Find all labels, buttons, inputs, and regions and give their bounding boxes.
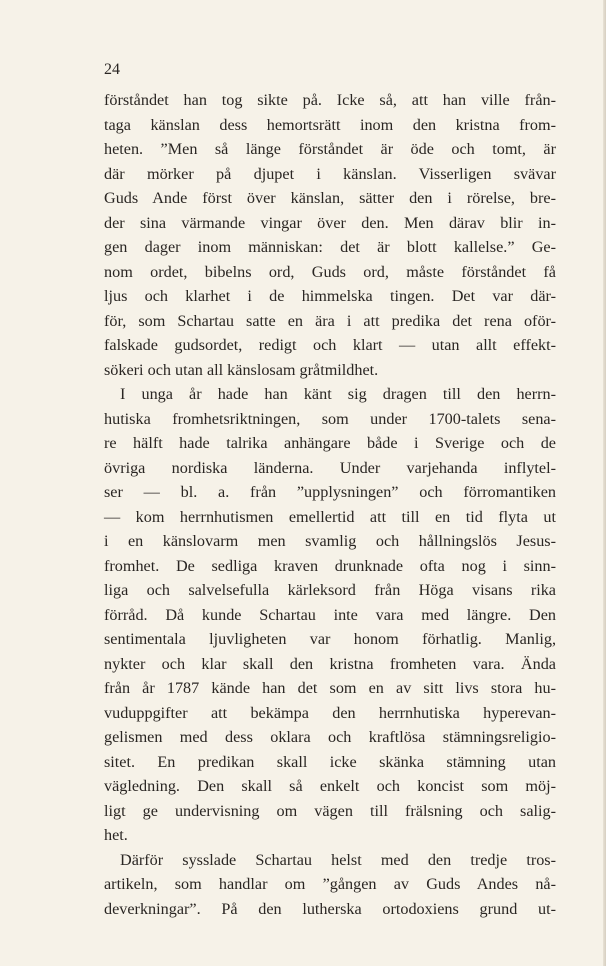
text-line: heten. ”Men så länge förståndet är öde och tomt, är — [104, 140, 556, 158]
text-line: nom ordet, bibelns ord, Guds ord, måste förståndet få — [104, 262, 556, 281]
text-line: re hälft hade talrika anhängare både i Sverige och de — [104, 434, 556, 452]
text-line: — kom herrnhutismen emellertid att till en tid flyta ut — [104, 507, 556, 526]
text-line: förståndet han tog sikte på. Icke så, att han ville från- — [104, 91, 556, 109]
text-line: liga och salvelsefulla kärleksord från Höga visans rika — [104, 581, 556, 599]
text-line: förråd. Då kunde Schartau inte vara med längre. Den — [104, 605, 556, 624]
text-line: deverkningar”. På den lutherska ortodoxiens grund ut- — [104, 899, 556, 918]
text-line: ser — bl. a. från ”upplysningen” och förromantiken — [104, 483, 556, 501]
text-line: gelismen med dess oklara och kraftlösa stämningsreligio- — [104, 728, 556, 746]
text-line: falskade gudsordet, redigt och klart — utan allt effekt- — [104, 336, 556, 354]
text-line: i en känslovarm men svamlig och hållningslös Jesus- — [104, 532, 556, 550]
text-line: Guds Ande först över känslan, sätter den i rörelse, bre- — [104, 189, 556, 207]
text-line: nykter och klar skall den kristna fromheten vara. Ända — [104, 654, 556, 673]
text-line: Därför sysslade Schartau helst med den tredje tros- — [120, 850, 556, 869]
page-number: 24 — [104, 61, 120, 78]
text-line: taga känslan dess hemortsrätt inom den kristna from- — [104, 115, 556, 134]
text-line: sentimentala ljuvligheten var honom förhatlig. Manlig, — [104, 630, 556, 648]
text-line: fromhet. De sedliga kraven drunknade ofta nog i sinn- — [104, 556, 556, 575]
body-text — [104, 88, 556, 921]
text-line: övriga nordiska länderna. Under varjehanda inflytel- — [104, 458, 556, 477]
text-line: hutiska fromhetsriktningen, som under 1700-talets sena- — [104, 409, 556, 428]
text-line: der sina värmande vingar över den. Men därav blir in- — [104, 213, 556, 232]
text-line: I unga år hade han känt sig dragen till den herrn- — [120, 385, 556, 403]
text-line: vuduppgifter att bekämpa den herrnhutiska hyperevan- — [104, 703, 556, 722]
text-line: från år 1787 kände han det som en av sitt livs stora hu- — [104, 679, 556, 697]
text-line: sitet. En predikan skall icke skänka stämning utan — [104, 752, 556, 771]
text-line: ligt ge undervisning om vägen till frälsning och salig- — [104, 801, 556, 820]
text-line: artikeln, som handlar om ”gången av Guds Andes nå- — [104, 875, 556, 893]
text-line: gen dager inom människan: det är blott kallelse.” Ge- — [104, 238, 556, 256]
text-line: het. — [104, 826, 128, 844]
text-line: ljus och klarhet i de himmelska tingen. Det var där- — [104, 287, 556, 305]
text-line: sökeri och utan all känslosam gråtmildhet. — [104, 360, 379, 379]
text-line: för, som Schartau satte en ära i att predika det rena oför- — [104, 311, 556, 330]
text-line: vägledning. Den skall så enkelt och koncist som möj- — [104, 777, 556, 795]
text-line: där mörker på djupet i känslan. Visserligen svävar — [104, 164, 556, 183]
